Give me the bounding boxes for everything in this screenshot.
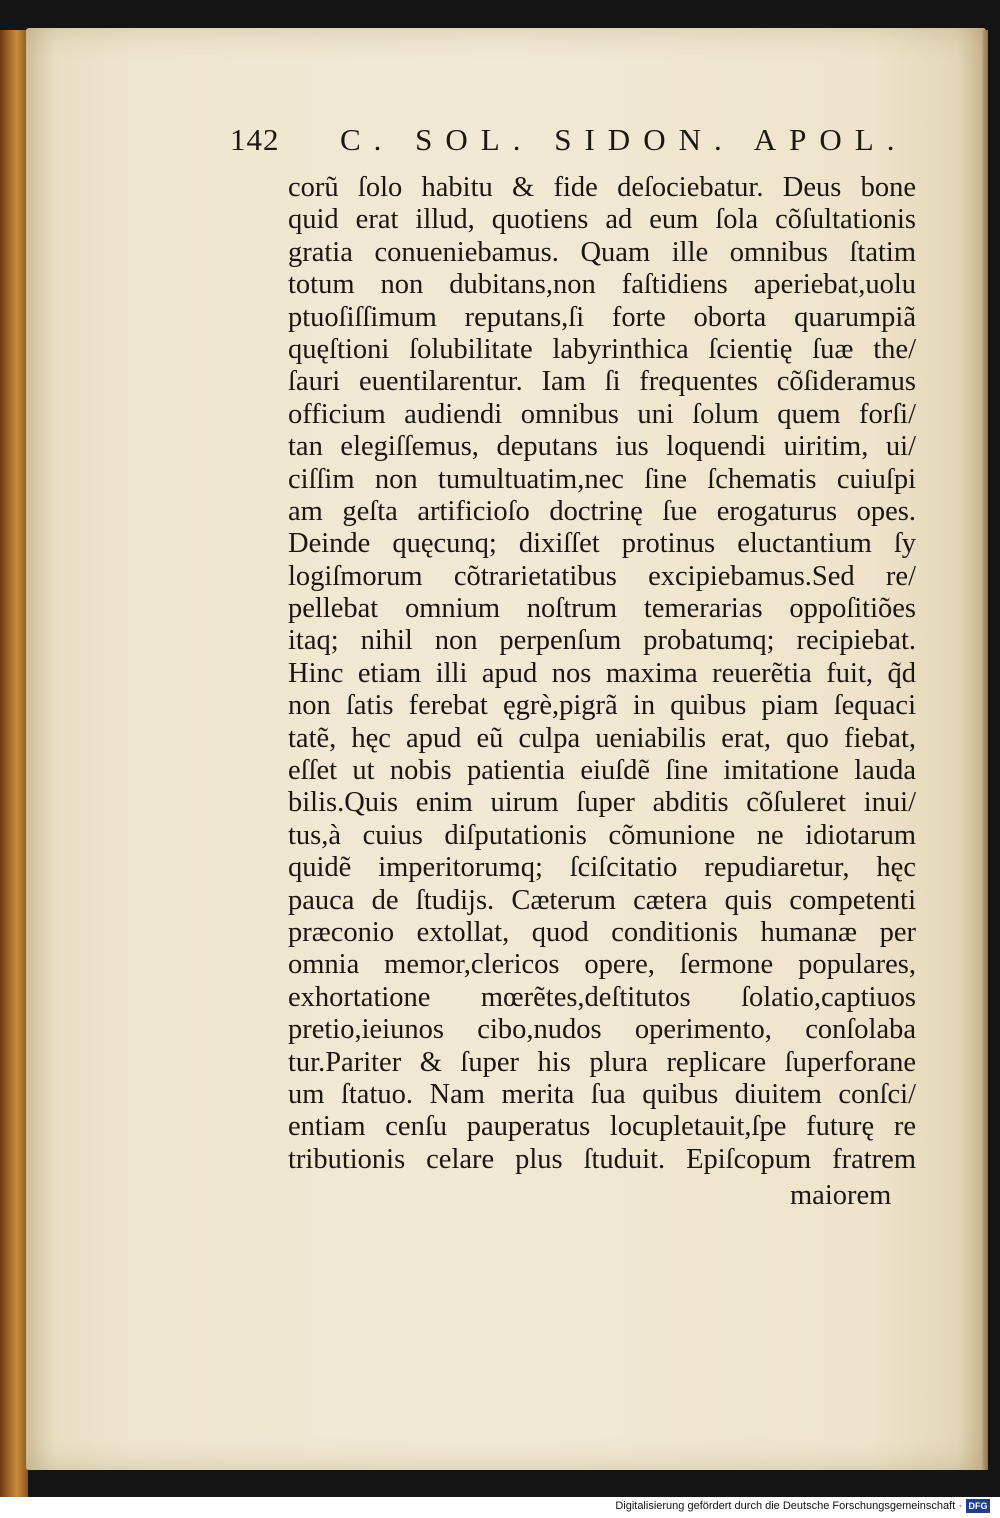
running-head-title: C. SOL. SIDON. APOL.: [340, 122, 908, 157]
text-line: totum non dubitans,non faſtidiens aperiebat,uolu: [288, 269, 916, 301]
text-line: ciſſim non tumultuatim,nec ſine ſchematis cuiuſpi: [288, 463, 916, 495]
text-line: am geſta artificioſo doctrinę ſue erogaturus opes.: [288, 495, 916, 527]
text-line: quidẽ imperitorumq; ſciſcitatio repudiaretur, hęc: [288, 852, 916, 884]
text-line: non ſatis ferebat ęgrè,pigrã in quibus piam ſequaci: [288, 690, 916, 722]
text-line: um ſtatuo. Nam merita ſua quibus diuitem conſci/: [288, 1078, 916, 1110]
text-line: entiam cenſu pauperatus locupletauit,ſpe futurę re: [288, 1111, 916, 1143]
text-line: itaq; nihil non perpenſum probatumq; recipiebat.: [288, 625, 916, 657]
text-line: exhortatione mœrẽtes,deſtitutos ſolatio,captiuos: [288, 981, 916, 1013]
text-line: ſauri euentilarentur. Iam ſi frequentes cõſideramus: [288, 366, 916, 398]
text-line: tributionis celare plus ſtuduit. Epiſcopum fratrem: [288, 1143, 916, 1175]
funding-credit: Digitalisierung gefördert durch die Deutsche Forschungsgemeinschaft ·: [615, 1500, 962, 1512]
text-line: præconio extollat, quod conditionis humanæ per: [288, 916, 916, 948]
text-line: Deinde quęcunq; dixiſſet protinus eluctantium ſy: [288, 528, 916, 560]
body-text: [288, 172, 928, 1176]
text-line: quęſtioni ſolubilitate labyrinthica ſcientię ſuæ the/: [288, 333, 916, 365]
footer-bar: [0, 1497, 1000, 1518]
text-line: gratia conueniebamus. Quam ille omnibus ſtatim: [288, 236, 916, 268]
text-line: tan elegiſſemus, deputans ius loquendi uiritim, ui/: [288, 431, 916, 463]
text-line: pellebat omnium noſtrum temerarias oppoſitiões: [288, 593, 916, 625]
text-line: logiſmorum cõtrarietatibus excipiebamus.Sed re/: [288, 560, 916, 592]
text-line: tus,à cuius diſputationis cõmunione ne idiotarum: [288, 819, 916, 851]
text-line: tatẽ, hęc apud eũ culpa ueniabilis erat, quo fiebat,: [288, 722, 916, 754]
running-head: [230, 122, 908, 166]
catchword: maiorem: [790, 1180, 892, 1211]
text-line: ptuoſiſſimum reputans,ſi forte oborta quarumpiã: [288, 301, 916, 333]
text-line: quid erat illud, quotiens ad eum ſola cõſultationis: [288, 204, 916, 236]
text-line: eſſet ut nobis patientia eiuſdẽ ſine imitatione lauda: [288, 755, 916, 787]
page-number: 142: [230, 122, 280, 157]
text-line: bilis.Quis enim uirum ſuper abditis cõſuleret inui/: [288, 787, 916, 819]
text-line: Hinc etiam illi apud nos maxima reuerẽtia fuit, q̃d: [288, 657, 916, 689]
text-line: pretio,ieiunos cibo,nudos operimento, conſolaba: [288, 1014, 916, 1046]
text-line: pauca de ſtudijs. Cæterum cætera quis competenti: [288, 884, 916, 916]
book-binding-edge: [0, 30, 28, 1497]
page-fore-edge: [982, 30, 988, 1470]
text-line: tur.Pariter & ſuper his plura replicare ſuperforane: [288, 1046, 916, 1078]
text-line: corũ ſolo habitu & fide deſociebatur. Deus bone: [288, 172, 916, 203]
text-line: officium audiendi omnibus uni ſolum quem forſi/: [288, 398, 916, 430]
dfg-logo-icon: DFG: [966, 1499, 990, 1513]
text-line: omnia memor,clericos opere, ſermone populares,: [288, 949, 916, 981]
